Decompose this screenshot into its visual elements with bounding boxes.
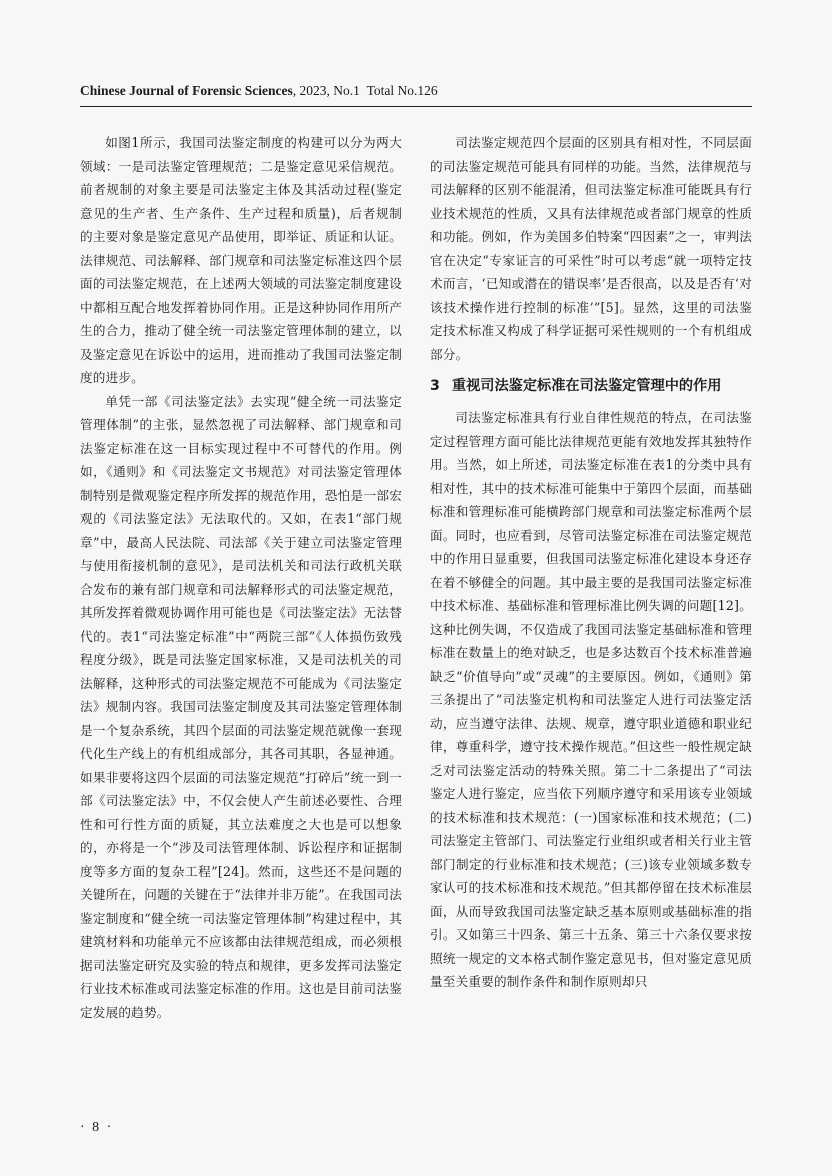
section-heading bbox=[430, 374, 752, 398]
page-number: · 8 · bbox=[80, 1120, 114, 1135]
section-title: 重视司法鉴定标准在司法鉴定管理中的作用 bbox=[451, 378, 722, 394]
journal-total-number: Total No.126 bbox=[366, 83, 438, 98]
paragraph: 单凭一部《司法鉴定法》去实现“健全统一司法鉴定管理体制”的主张，显然忽视了司法解释、部门规章和司法鉴定标准在这一目标实现过程中不可替代的作用。例如，《通则》和《司法鉴定文书规范》对司法鉴定管理体制特别是微观鉴定程序所发挥的规范作用，恐怕是一部宏观的《司法鉴定法》无法取代的。又如，在表1“部门规章”中，最高人民法院、司法部《关于建立司法鉴定管理与使用衔接机制的意见》，是司法机关和司法行政机关联合发布的兼有部门规章和司法解释形式的司法鉴定规范，其所发挥着微观协调作用可能也是《司法鉴定法》无法替代的。表1“司法鉴定标准”中“两院三部”《人体损伤致残程度分级》，既是司法鉴定国家标准，又是司法机关的司法解释，这种形式的司法鉴定规范不可能成为《司法鉴定法》规制内容。我国司法鉴定制度及其司法鉴定管理体制是一个复杂系统，其四个层面的司法鉴定规范就像一套现代化生产线上的有机组成部分，其各司其职，各显神通。如果非要将这四个层面的司法鉴定规范“打碎后”统一到一部《司法鉴定法》中，不仅会使人产生前述必要性、合理性和可行性方面的质疑，其立法难度之大也是可以想象的，亦将是一个“涉及司法管理体制、诉讼程序和证据制度等多方面的复杂工程”[24]。然而，这些还不是问题的关键所在，问题的关键在于“法律并非万能”。在我国司法鉴定制度和“健全统一司法鉴定管理体制”构建过程中，其建筑材料和功能单元不应该都由法律规范组成，而必须根据司法鉴定研究及实验的特点和规律，更多发挥司法鉴定行业技术标准或司法鉴定标准的作用。这也是目前司法鉴定发展的趋势。 bbox=[80, 393, 402, 1020]
right-column bbox=[430, 131, 752, 994]
header-rule bbox=[80, 106, 752, 107]
left-column bbox=[80, 131, 402, 1024]
paragraph: 如图1所示，我国司法鉴定制度的构建可以分为两大领域：一是司法鉴定管理规范；二是鉴定意见采信规范。前者规制的对象主要是司法鉴定主体及其活动过程(鉴定意见的生产者、生产条件、生产过程和质量)，后者规制的主要对象是鉴定意见产品使用，即举证、质证和认证。法律规范、司法解释、部门规章和司法鉴定标准这四个层面的司法鉴定规范，在上述两大领域的司法鉴定制度建设中都相互配合地发挥着协同作用。正是这种协同作用所产生的合力，推动了健全统一司法鉴定管理体制的建立，以及鉴定意见在诉讼中的运用，进而推动了我国司法鉴定制度的进步。 bbox=[80, 135, 402, 385]
paragraph: 司法鉴定标准具有行业自律性规范的特点，在司法鉴定过程管理方面可能比法律规范更能有效地发挥其独特作用。当然，如上所述，司法鉴定标准在表1的分类中具有相对性，其中的技术标准可能集中于第四个层面，而基础标准和管理标准可能横跨部门规章和司法鉴定标准两个层面。同时，也应看到，尽管司法鉴定标准在司法鉴定规范中的作用日显重要，但我国司法鉴定标准化建设本身还存在着不够健全的问题。其中最主要的是我国司法鉴定标准中技术标准、基础标准和管理标准比例失调的问题[12]。这种比例失调，不仅造成了我国司法鉴定基础标准和管理标准在数量上的绝对缺乏，也是多达数百个技术标准普遍缺乏“价值导向”或“灵魂”的主要原因。例如，《通则》第三条提出了“司法鉴定机构和司法鉴定人进行司法鉴定活动，应当遵守法律、法规、规章，遵守职业道德和职业纪律，尊重科学，遵守技术操作规范。”但这些一般性规定缺乏对司法鉴定活动的特殊关照。第二十二条提出了“司法鉴定人进行鉴定，应当依下列顺序遵守和采用该专业领域的技术标准和技术规范：(一)国家标准和技术规范；(二)司法鉴定主管部门、司法鉴定行业组织或者相关行业主管部门制定的行业标准和技术规范；(三)该专业领域多数专家认可的技术标准和技术规范。”但其都停留在技术标准层面，从而导致我国司法鉴定缺乏基本原则或基础标准的指引。又如第三十四条、第三十五条、第三十六条仅要求按照统一规定的文本格式制作鉴定意见书，但对鉴定意见质量至关重要的制作条件和制作原则却只 bbox=[430, 410, 752, 989]
section-number: 3 bbox=[430, 378, 440, 394]
journal-issue: , 2023, No.1 bbox=[292, 83, 360, 98]
journal-name: Chinese Journal of Forensic Sciences bbox=[80, 83, 293, 98]
running-header bbox=[80, 82, 752, 100]
paragraph: 司法鉴定规范四个层面的区别具有相对性，不同层面的司法鉴定规范可能具有同样的功能。当然，法律规范与司法解释的区别不能混淆，但司法鉴定标准可能既具有行业技术规范的性质，又具有法律规范或者部门规章的性质和功能。例如，作为美国多伯特案“四因素”之一，审判法官在决定“专家证言的可采性”时可以考虑“就一项特定技术而言，‘已知或潜在的错误率’是否很高，以及是否有‘对该技术操作进行控制的标准’”[5]。显然，这里的司法鉴定技术标准又构成了科学证据可采性规则的一个有机组成部分。 bbox=[430, 135, 752, 362]
